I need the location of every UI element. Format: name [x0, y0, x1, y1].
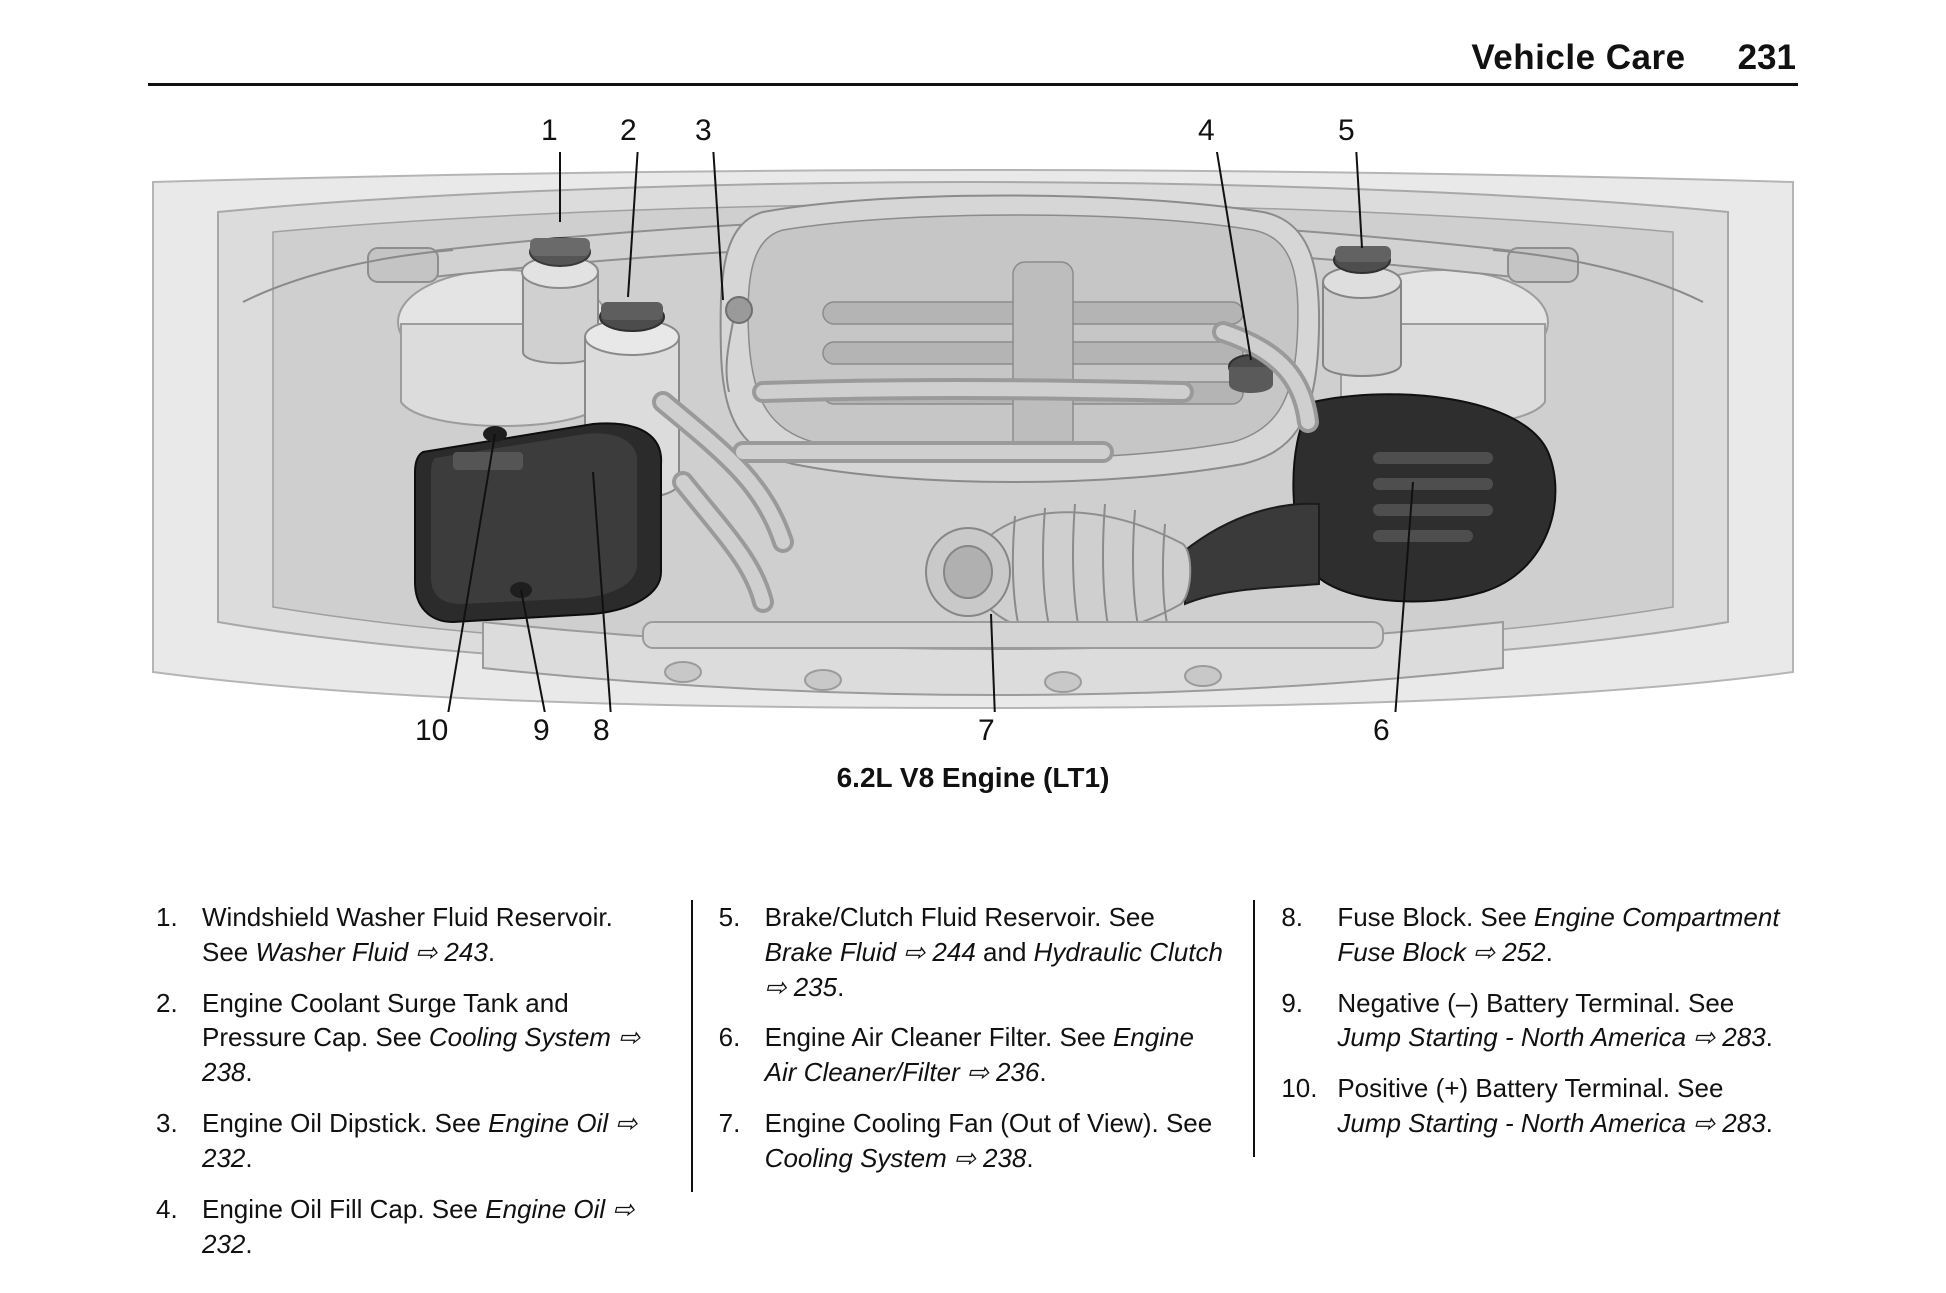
legend-item-text [1337, 900, 1790, 970]
legend-reference[interactable]: ⇨ [1686, 1108, 1723, 1139]
legend-reference[interactable]: 236 [995, 1057, 1040, 1088]
legend-item-number: 3. [156, 1108, 178, 1139]
legend-item [156, 986, 665, 1090]
legend-item-number: 4. [156, 1193, 178, 1224]
legend-item-number: 7. [718, 1108, 741, 1139]
legend-label: . [1545, 936, 1553, 967]
legend-item-text [765, 1020, 1228, 1090]
legend-item [1281, 986, 1790, 1056]
legend-item [1281, 900, 1790, 970]
legend-reference[interactable]: ⇨ [408, 936, 445, 967]
legend-item [719, 1106, 1228, 1176]
page-header [120, 0, 1826, 96]
legend-item [156, 1192, 665, 1262]
callout-4: 4 [1198, 114, 1215, 147]
legend-reference[interactable]: ⇨ [608, 1108, 638, 1139]
legend-label: . [837, 971, 845, 1002]
legend-reference[interactable]: ⇨ [605, 1193, 635, 1224]
legend-label: . [487, 936, 496, 967]
legend-label: . [1765, 1108, 1773, 1139]
legend-column-2 [691, 900, 1254, 1192]
legend-reference[interactable]: Jump Starting - North America [1337, 1108, 1687, 1139]
page-title: Vehicle Care [1471, 38, 1686, 77]
legend-column-1 [130, 900, 691, 1277]
legend-reference[interactable]: Engine Oil [485, 1193, 606, 1224]
legend-reference[interactable]: Engine Compartment Fuse Block [1337, 902, 1780, 967]
legend-reference[interactable]: ⇨ [764, 971, 794, 1002]
legend-item-number: 8. [1281, 902, 1304, 932]
legend-reference[interactable]: 238 [982, 1142, 1027, 1173]
legend-reference[interactable]: 244 [932, 936, 976, 967]
legend-item-number: 10. [1281, 1073, 1318, 1104]
callout-6: 6 [1373, 714, 1390, 747]
legend-reference[interactable]: 243 [444, 936, 488, 967]
legend-column-3 [1253, 900, 1816, 1157]
legend-item-text [202, 1192, 665, 1262]
legend-label: . [245, 1142, 253, 1173]
legend-item [719, 900, 1228, 1004]
engine-compartment-figure [123, 114, 1823, 814]
legend-item-text [1337, 1071, 1790, 1141]
legend-reference[interactable]: Jump Starting - North America [1337, 1022, 1687, 1053]
callout-10: 10 [415, 714, 449, 747]
page-number: 231 [1737, 38, 1796, 77]
legend-label: . [1765, 1022, 1773, 1053]
callout-2: 2 [620, 114, 637, 147]
callout-8: 8 [593, 714, 610, 747]
legend-reference[interactable]: 232 [202, 1142, 246, 1173]
legend-reference[interactable]: Engine Oil [488, 1108, 609, 1139]
legend-label: Positive (+) Battery Terminal. See [1337, 1073, 1724, 1104]
callout-1: 1 [541, 114, 558, 147]
callout-5: 5 [1338, 114, 1355, 147]
legend-item-text [202, 986, 665, 1090]
legend-label: Negative (–) Battery Terminal. See [1337, 987, 1735, 1018]
legend-item-text [765, 1106, 1228, 1176]
legend-reference[interactable]: Hydraulic Clutch [1033, 936, 1223, 967]
legend-item-text [202, 900, 665, 970]
legend-reference[interactable]: Cooling System [764, 1142, 947, 1173]
legend-reference[interactable]: Washer Fluid [255, 936, 409, 967]
legend-label: . [1039, 1057, 1047, 1088]
legend-reference[interactable]: ⇨ [946, 1142, 983, 1173]
legend-reference[interactable]: Engine Air Cleaner/Filter [764, 1022, 1194, 1088]
legend-item [156, 1106, 665, 1176]
legend-item-number: 2. [156, 987, 178, 1018]
legend-reference[interactable]: ⇨ [1686, 1022, 1723, 1053]
legend-reference[interactable]: Cooling System [428, 1022, 611, 1053]
legend-label: Engine Oil Fill Cap. See [202, 1193, 486, 1224]
legend-label: . [245, 1228, 253, 1259]
legend-reference[interactable]: 283 [1722, 1108, 1766, 1139]
legend-reference[interactable]: 232 [202, 1228, 246, 1259]
legend-label: Windshield Washer Fluid Reservoir. See [202, 902, 613, 967]
legend-item-number: 6. [718, 1022, 741, 1053]
callout-9: 9 [533, 714, 550, 747]
legend-label: Engine Coolant Surge Tank and Pressure Cap. See [202, 987, 569, 1053]
legend-label: Fuse Block. See [1337, 902, 1534, 932]
legend-item-text [1337, 986, 1790, 1056]
legend-item-text [202, 1106, 665, 1176]
legend-item-number: 9. [1281, 987, 1304, 1018]
legend-reference[interactable]: 238 [202, 1057, 246, 1088]
figure-legend [130, 900, 1816, 1259]
legend-label: . [245, 1057, 253, 1088]
legend-item-number: 1. [156, 902, 178, 932]
callout-3: 3 [695, 114, 712, 147]
legend-reference[interactable]: Brake Fluid [764, 936, 897, 967]
legend-label: Engine Cooling Fan (Out of View). See [764, 1108, 1213, 1139]
legend-label: Brake/Clutch Fluid Reservoir. See [764, 902, 1155, 932]
legend-item [719, 1020, 1228, 1090]
legend-item [156, 900, 665, 970]
legend-item-number: 5. [718, 902, 741, 932]
legend-reference[interactable]: ⇨ [959, 1057, 996, 1088]
legend-label: and [975, 936, 1034, 967]
header-divider [148, 83, 1798, 86]
callout-7: 7 [978, 714, 995, 747]
legend-reference[interactable]: 283 [1722, 1022, 1766, 1053]
legend-item [1281, 1071, 1790, 1141]
legend-item-text [765, 900, 1228, 1004]
legend-label: Engine Oil Dipstick. See [202, 1108, 489, 1139]
legend-reference[interactable]: ⇨ [610, 1022, 640, 1053]
legend-reference[interactable]: 252 [1502, 936, 1546, 967]
legend-reference[interactable]: ⇨ [1465, 936, 1503, 967]
legend-reference[interactable]: ⇨ [896, 936, 933, 967]
legend-reference[interactable]: 235 [793, 971, 838, 1002]
legend-label: . [1026, 1142, 1034, 1173]
engine-bay-illustration [123, 152, 1823, 712]
legend-label: Engine Air Cleaner Filter. See [764, 1022, 1113, 1053]
figure-caption: 6.2L V8 Engine (LT1) [836, 762, 1110, 793]
